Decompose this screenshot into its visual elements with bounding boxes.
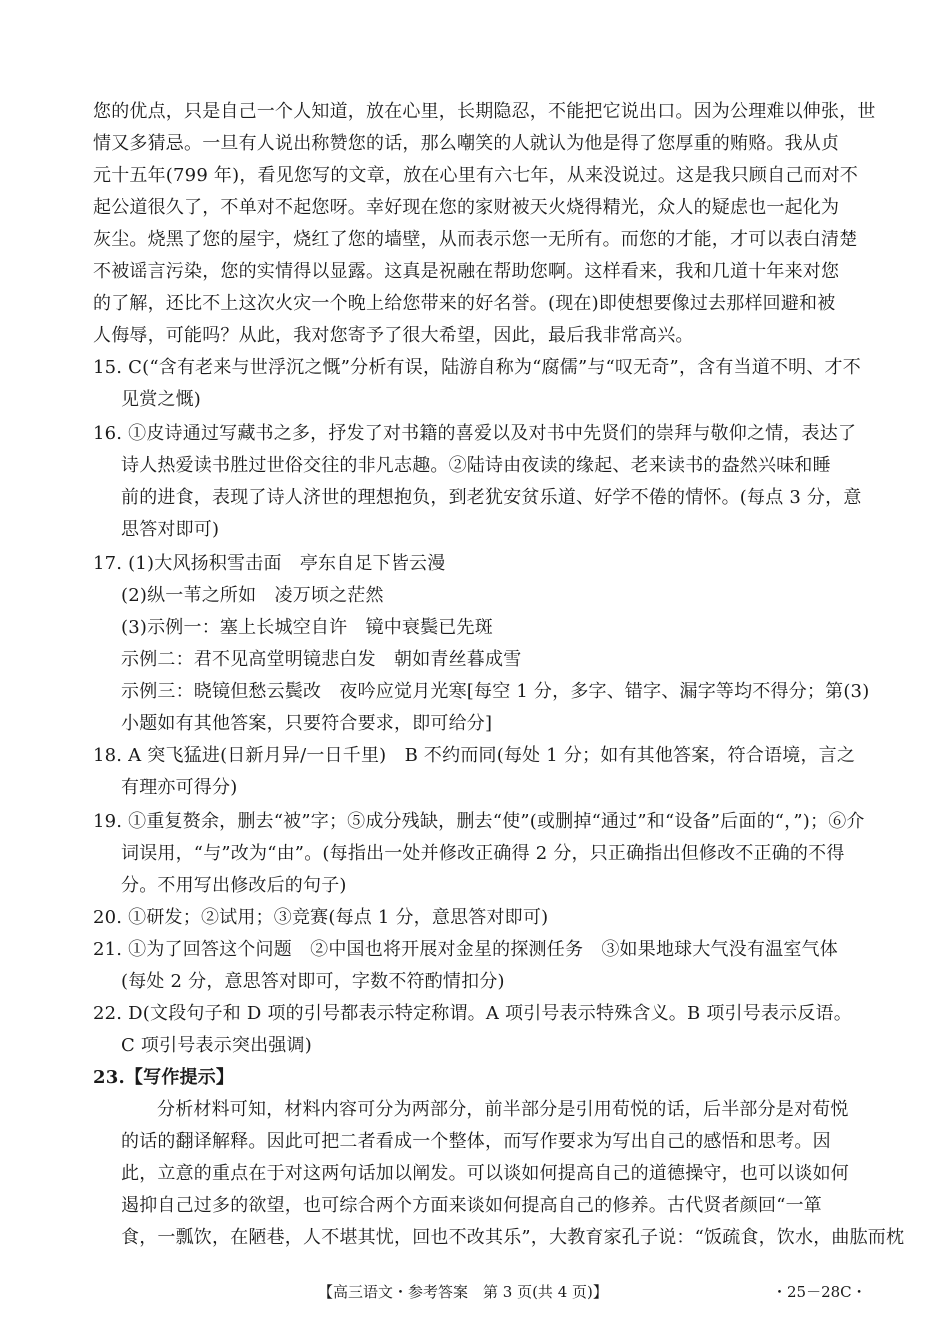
answer-21: 21. ①为了回答这个问题 ②中国也将开展对金星的探测任务 ③如果地球大气没有温室气体 xyxy=(93,939,838,960)
intro-line: 人侮辱，可能吗？从此，我对您寄予了很大希望，因此，最后我非常高兴。 xyxy=(93,325,694,346)
answer-16: 16. ①皮诗通过写藏书之多，抒发了对书籍的喜爱以及对书中先贤们的崇拜与敬仰之情，表达了 xyxy=(93,423,857,444)
answer-16-cont: 前的进食，表现了诗人济世的理想抱负，到老犹安贫乐道、好学不倦的情怀。(每点 3 分，意 xyxy=(121,487,862,508)
intro-line: 元十五年(799 年)，看见您写的文章，放在心里有六七年，从来没说过。这是我只顾自己而对不 xyxy=(93,165,859,186)
answer-18: 18. A 突飞猛进(日新月异/一日千里) B 不约而同(每处 1 分；如有其他答案，符合语境，言之 xyxy=(93,745,856,766)
intro-line: 的了解，还比不上这次火灾一个晚上给您带来的好名誉。(现在)即使想要像过去那样回避和被 xyxy=(93,293,836,314)
answer-17-sub: 示例二：君不见高堂明镜悲白发 朝如青丝暮成雪 xyxy=(121,649,522,670)
answer-23-body: 分析材料可知，材料内容可分为两部分，前半部分是引用荀悦的话，后半部分是对荀悦 xyxy=(157,1099,849,1120)
footer-title: 【高三语文・参考答案 第 3 页(共 4 页)】 xyxy=(318,1283,608,1301)
footer-code: ・25－28C・ xyxy=(772,1283,867,1301)
answer-22-cont: C 项引号表示突出强调) xyxy=(121,1035,312,1056)
answer-22: 22. D(文段句子和 D 项的引号都表示特定称谓。A 项引号表示特殊含义。B 项引号表示反语。 xyxy=(93,1003,852,1024)
answer-19: 19. ①重复赘余，删去“被”字；⑤成分残缺，删去“使”(或删掉“通过”和“设备”后面的“，”)；⑥介 xyxy=(93,811,865,832)
answer-23-body: 食，一瓢饮，在陋巷，人不堪其忧，回也不改其乐”，大教育家孔子说：“饭疏食，饮水，曲肱而枕 xyxy=(121,1227,905,1248)
answer-16-cont: 诗人热爱读书胜过世俗交往的非凡志趣。②陆诗由夜读的缘起、老来读书的盎然兴味和睡 xyxy=(121,455,831,476)
intro-line: 情又多猜忌。一旦有人说出称赞您的话，那么嘲笑的人就认为他是得了您厚重的贿赂。我从贞 xyxy=(93,133,840,154)
answer-23-heading: 23.【写作提示】 xyxy=(93,1067,235,1088)
intro-line: 您的优点，只是自己一个人知道，放在心里，长期隐忍，不能把它说出口。因为公理难以伸张，世 xyxy=(93,101,876,122)
answer-15-cont: 见赏之慨) xyxy=(121,389,202,410)
answer-19-cont: 分。不用写出修改后的句子) xyxy=(121,875,347,896)
answer-18-cont: 有理亦可得分) xyxy=(121,777,238,798)
answer-23-body: 此，立意的重点在于对这两句话加以阐发。可以谈如何提高自己的道德操守，也可以谈如何 xyxy=(121,1163,849,1184)
answer-23-body: 的话的翻译解释。因此可把二者看成一个整体，而写作要求为写出自己的感悟和思考。因 xyxy=(121,1131,831,1152)
answer-17-sub: 小题如有其他答案，只要符合要求，即可给分] xyxy=(121,713,493,734)
intro-line: 不被谣言污染，您的实情得以显露。这真是祝融在帮助您啊。这样看来，我和几道十年来对您 xyxy=(93,261,840,282)
answer-20: 20. ①研发；②试用；③竞赛(每点 1 分，意思答对即可) xyxy=(93,907,549,928)
answer-21-cont: (每处 2 分，意思答对即可，字数不符酌情扣分) xyxy=(121,971,505,992)
answer-17-sub: 示例三：晓镜但愁云鬓改 夜吟应觉月光寒[每空 1 分，多字、错字、漏字等均不得分；第(3) xyxy=(121,681,870,702)
answer-15: 15. C(“含有老来与世浮沉之慨”分析有误，陆游自称为“腐儒”与“叹无奇”，含有当道不明、才不 xyxy=(93,357,861,378)
answer-16-cont: 思答对即可) xyxy=(121,519,220,540)
answer-23-body: 遏抑自己过多的欲望，也可综合两个方面来谈如何提高自己的修养。古代贤者颜回“一箪 xyxy=(121,1195,822,1216)
answer-19-cont: 词误用，“与”改为“由”。(每指出一处并修改正确得 2 分，只正确指出但修改不正确的不得 xyxy=(121,843,845,864)
intro-line: 起公道很久了，不单对不起您呀。幸好现在您的家财被天火烧得精光，众人的疑虑也一起化为 xyxy=(93,197,840,218)
intro-line: 灰尘。烧黑了您的屋宇，烧红了您的墙壁，从而表示您一无所有。而您的才能，才可以表白清楚 xyxy=(93,229,858,250)
answer-17-sub: (3)示例一：塞上长城空自许 镜中衰鬓已先斑 xyxy=(121,617,493,638)
answer-17: 17. (1)大风扬积雪击面 亭东自足下皆云漫 xyxy=(93,553,446,574)
answer-17-sub: (2)纵一苇之所如 凌万顷之茫然 xyxy=(121,585,384,606)
